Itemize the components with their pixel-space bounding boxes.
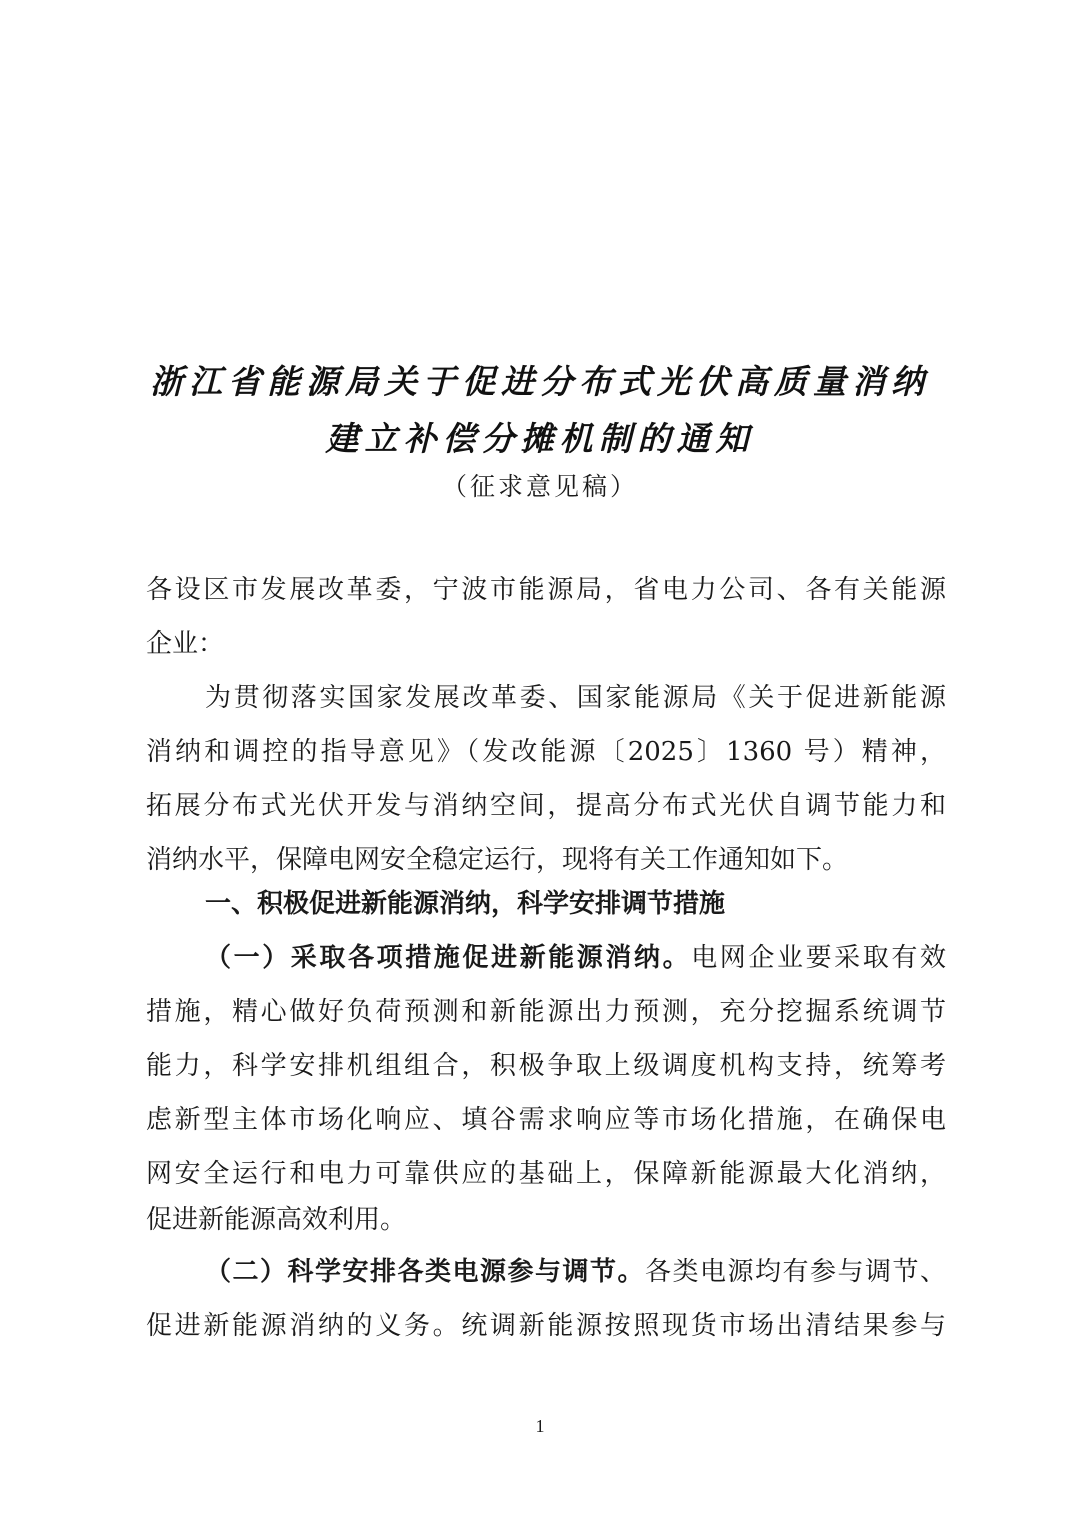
intro-line-1: 为贯彻落实国家发展改革委、国家能源局《关于促进新能源: [205, 683, 946, 713]
item1-first-line: [205, 931, 946, 985]
item1-line-4: 虑新型主体市场化响应、填谷需求响应等市场化措施，在确保电: [146, 1105, 946, 1135]
document-subtitle: （征求意见稿）: [441, 472, 638, 501]
item2-lead: （二）科学安排各类电源参与调节。: [205, 1257, 645, 1287]
item1-line-6: 促进新能源高效利用。: [146, 1205, 407, 1235]
item1-first-line-rest: 电网企业要采取有效: [691, 943, 946, 973]
section-heading-1: 一、积极促进新能源消纳，科学安排调节措施: [205, 889, 726, 919]
item1-line-3: 能力，科学安排机组组合，积极争取上级调度机构支持，统筹考: [146, 1051, 946, 1081]
item2-line-2: 促进新能源消纳的义务。统调新能源按照现货市场出清结果参与: [146, 1311, 946, 1341]
intro-line-3: 拓展分布式光伏开发与消纳空间，提高分布式光伏自调节能力和: [146, 791, 946, 821]
page-number: 1: [535, 1416, 545, 1436]
item1-line-2: 措施，精心做好负荷预测和新能源出力预测，充分挖掘系统调节: [146, 997, 946, 1027]
item2-first-line-rest: 各类电源均有参与调节、: [644, 1257, 946, 1287]
item1-line-5: 网安全运行和电力可靠供应的基础上，保障新能源最大化消纳，: [146, 1159, 946, 1189]
addressee-line-1: 各设区市发展改革委，宁波市能源局，省电力公司、各有关能源: [146, 575, 946, 605]
document-title-line-2: 建立补偿分摊机制的通知: [325, 419, 755, 458]
intro-line-2: 消纳和调控的指导意见》（发改能源〔2025〕1360 号）精神，: [146, 737, 946, 767]
addressee-line-2: 企业：: [146, 629, 225, 659]
document-title-line-1: 浙江省能源局关于促进分布式光伏高质量消纳: [150, 362, 930, 401]
intro-line-4: 消纳水平，保障电网安全稳定运行，现将有关工作通知如下。: [146, 845, 849, 875]
item2-first-line: [205, 1245, 946, 1299]
item1-lead: （一）采取各项措施促进新能源消纳。: [205, 943, 692, 973]
